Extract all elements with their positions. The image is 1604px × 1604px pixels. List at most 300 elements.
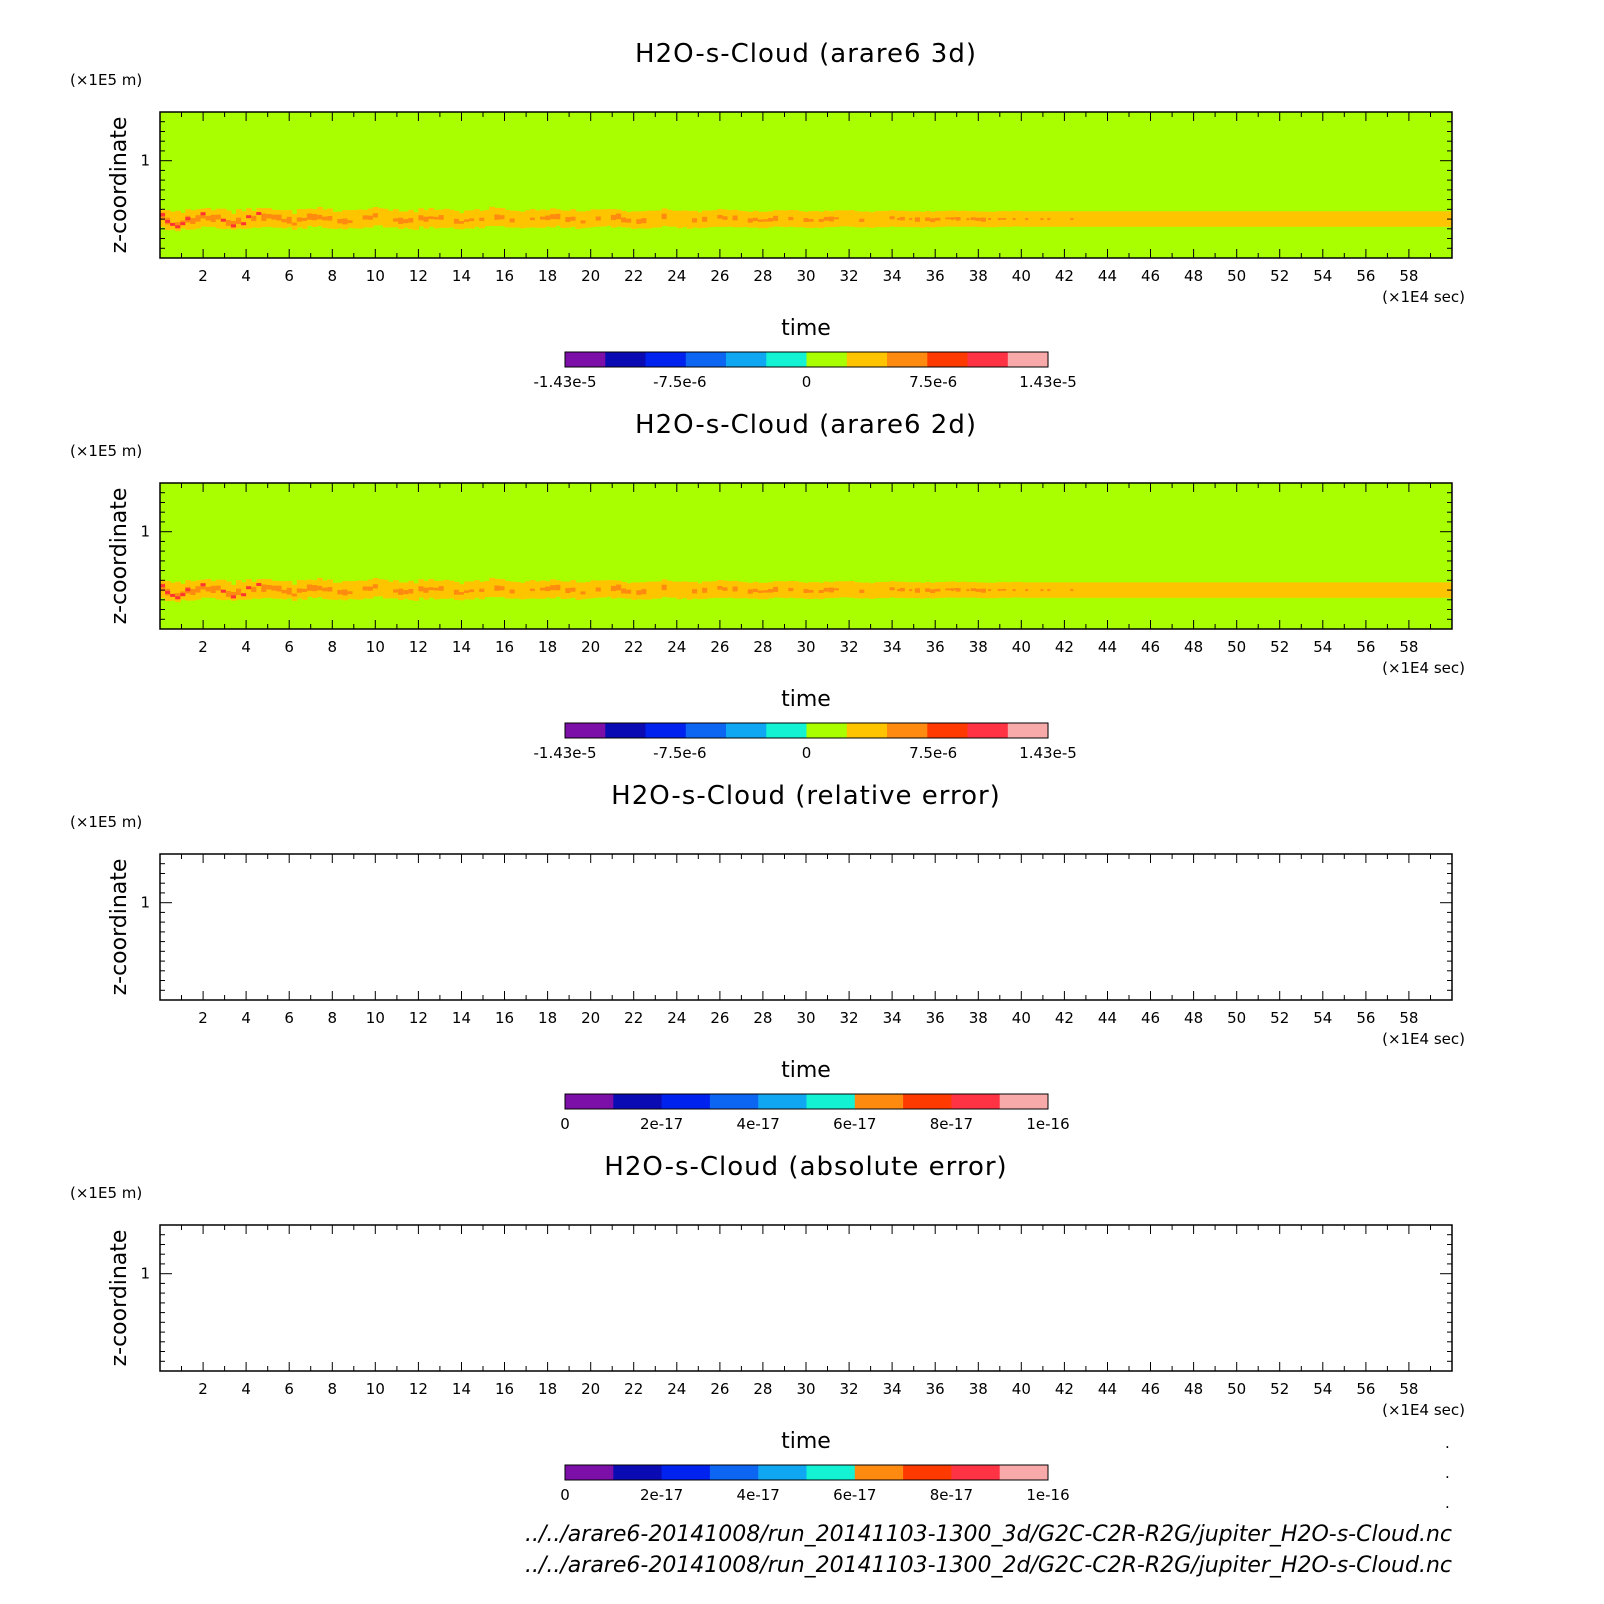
cloud-cell (844, 210, 850, 226)
x-tick-label: 40 (1011, 1380, 1031, 1398)
colorbar-swatch (686, 352, 727, 367)
colorbar-swatch (855, 1465, 904, 1480)
colorbar-tick-label: 0 (560, 1486, 570, 1504)
x-tick-label: 16 (494, 1009, 515, 1027)
colorbar-tick-label: 7.5e-6 (909, 373, 958, 391)
cloud-cell (909, 218, 912, 220)
cloud-cell (961, 582, 967, 598)
x-tick-label: 54 (1313, 1009, 1333, 1027)
cloud-cell (839, 210, 845, 226)
cloud-cell (1047, 589, 1050, 591)
cloud-cell (226, 582, 232, 600)
cloud-cell (515, 211, 521, 228)
cloud-cell (358, 581, 364, 600)
cloud-cell (849, 581, 855, 598)
colorbar-tick-label: -1.43e-5 (533, 373, 597, 391)
cloud-cell (667, 210, 673, 227)
x-tick-label: 50 (1227, 267, 1247, 285)
colorbar-tick-label: 4e-17 (736, 1115, 780, 1133)
x-tick-label: 38 (968, 267, 988, 285)
x-tick-label: 8 (327, 1380, 338, 1398)
colorbar-swatch (968, 352, 1009, 367)
cloud-cell (292, 585, 298, 601)
colorbar-tick-label: 4e-17 (736, 1486, 780, 1504)
cloud-cell (1040, 218, 1043, 220)
cloud-cell (682, 582, 688, 599)
x-tick-label: 42 (1054, 1009, 1074, 1027)
x-tick-label: 46 (1140, 1380, 1161, 1398)
cloud-cell (353, 210, 359, 228)
x-tick-label: 44 (1097, 267, 1118, 285)
chart-title: H2O-s-Cloud (relative error) (611, 781, 1001, 811)
x-tick-label: 38 (968, 1009, 988, 1027)
cloud-cell (1013, 218, 1016, 220)
x-tick-label: 58 (1399, 638, 1419, 656)
x-tick-label: 48 (1184, 1380, 1204, 1398)
x-tick-label: 40 (1011, 638, 1031, 656)
x-tick-label: 2 (198, 1380, 208, 1398)
colorbar-swatch (662, 1465, 711, 1480)
cloud-cell (383, 580, 389, 599)
colorbar-tick-label: -7.5e-6 (653, 373, 707, 391)
cloud-cell (998, 589, 1001, 591)
cloud-cell (525, 581, 531, 599)
plot-frame (160, 854, 1452, 1000)
x-tick-label: 32 (839, 1009, 859, 1027)
x-tick-label: 58 (1399, 1380, 1419, 1398)
cloud-cell (1025, 218, 1028, 220)
x-tick-label: 58 (1399, 267, 1419, 285)
plot-area (160, 854, 1452, 1000)
cloud-cell (474, 580, 480, 598)
colorbar-tick-label: 0 (801, 744, 812, 762)
y-tick-label: 1 (140, 522, 150, 541)
cloud-cell (383, 209, 389, 228)
colorbar-swatch (968, 723, 1009, 738)
x-tick-label: 24 (667, 638, 687, 656)
x-tick-label: 36 (925, 267, 945, 285)
x-tick-label: 18 (538, 1009, 558, 1027)
x-tick-label: 20 (581, 1009, 601, 1027)
cloud-cell (728, 210, 734, 227)
cloud-cell (591, 209, 597, 227)
colorbar-swatch (758, 1094, 807, 1109)
cloud-cell (793, 210, 799, 227)
x-tick-label: 26 (710, 267, 730, 285)
cloud-cell (940, 582, 946, 598)
cloud-cell (226, 211, 232, 229)
x-tick-label: 22 (624, 1380, 644, 1398)
colorbar-swatch (807, 1465, 856, 1480)
x-tick-label: 44 (1097, 1009, 1118, 1027)
cloud-cell (961, 211, 967, 227)
cloud-cell (988, 589, 991, 591)
plot-area (160, 1225, 1452, 1371)
x-tick-label: 8 (327, 638, 338, 656)
cloud-cell (631, 582, 637, 600)
x-tick-label: 32 (839, 638, 859, 656)
cloud-cell (170, 583, 176, 601)
cloud-cell (388, 211, 394, 228)
x-tick-label: 52 (1270, 638, 1290, 656)
colorbar-swatch (613, 1465, 662, 1480)
x-tick-label: 34 (882, 1380, 902, 1398)
y-axis-unit: (×1E5 m) (70, 71, 143, 89)
cloud-cell (712, 581, 718, 598)
x-tick-label: 30 (796, 638, 816, 656)
colorbar (560, 1094, 1069, 1133)
colorbar-swatch (847, 352, 888, 367)
cloud-cell (560, 582, 566, 600)
colorbar (534, 352, 1077, 391)
colorbar-tick-label: 6e-17 (833, 1115, 877, 1133)
cloud-cell (864, 583, 870, 599)
colorbar-swatch (646, 723, 687, 738)
x-tick-label: 10 (365, 1380, 385, 1398)
cloud-cell (728, 581, 734, 598)
x-tick-label: 56 (1356, 1009, 1376, 1027)
x-tick-label: 14 (451, 1009, 472, 1027)
y-axis-label: z-coordinate (107, 116, 132, 254)
x-axis-unit: (×1E4 sec) (1382, 1401, 1465, 1419)
cloud-cell (489, 207, 495, 226)
cloud-cell (897, 218, 900, 220)
colorbar-swatch (686, 723, 727, 738)
colorbar-swatch (710, 1094, 759, 1109)
x-tick-label: 50 (1227, 1009, 1247, 1027)
cloud-cell (778, 210, 784, 227)
x-tick-label: 50 (1227, 638, 1247, 656)
cloud-cell (1016, 582, 1022, 598)
cloud-cell (974, 218, 977, 220)
cloud-band-steady (1021, 582, 1452, 597)
cloud-cell (657, 211, 663, 228)
cloud-cell (1070, 589, 1073, 591)
colorbar-swatch (726, 352, 767, 367)
cloud-cell (444, 580, 450, 599)
x-tick-label: 8 (327, 267, 338, 285)
x-tick-label: 46 (1140, 267, 1161, 285)
cloud-cell (925, 218, 928, 220)
cloud-cell (241, 582, 247, 600)
x-axis-label: time (781, 1429, 831, 1454)
cloud-cell (520, 212, 526, 229)
footer-path-2d: ../../arare6-20141008/run_20141103-1300_2d/G2C-C2R-R2G/jupiter_H2O-s-Cloud.nc (525, 1553, 1452, 1578)
x-tick-label: 56 (1356, 267, 1376, 285)
plot-frame (160, 1225, 1452, 1371)
chart-panel (70, 781, 1465, 1133)
x-axis-label: time (781, 687, 831, 712)
y-axis-unit: (×1E5 m) (70, 813, 143, 831)
colorbar-tick-label: 0 (801, 373, 812, 391)
cloud-cell (535, 582, 541, 599)
cloud-cell (1006, 211, 1012, 227)
x-axis-unit: (×1E4 sec) (1382, 1030, 1465, 1048)
chart-title: H2O-s-Cloud (absolute error) (604, 1152, 1008, 1182)
colorbar (560, 1465, 1069, 1504)
x-tick-label: 50 (1227, 1380, 1247, 1398)
cloud-cell (646, 582, 652, 600)
cloud-cell (170, 212, 176, 230)
cloud-cell (505, 210, 511, 227)
x-tick-label: 20 (581, 267, 601, 285)
cloud-cell (388, 582, 394, 599)
cloud-cell (292, 214, 298, 230)
y-tick-label: 1 (140, 893, 150, 912)
colorbar-swatch (887, 723, 928, 738)
x-tick-label: 16 (494, 1380, 515, 1398)
x-tick-label: 26 (710, 1380, 730, 1398)
cloud-cell (885, 582, 891, 598)
colorbar-tick-label: 1e-16 (1026, 1115, 1070, 1133)
cloud-cell (256, 579, 262, 599)
cloud-cell (652, 211, 658, 228)
cloud-cell (998, 218, 1001, 220)
x-tick-label: 36 (925, 1380, 945, 1398)
cloud-cell (358, 210, 364, 229)
cloud-cell (505, 581, 511, 598)
y-axis-unit: (×1E5 m) (70, 442, 143, 460)
x-tick-label: 34 (882, 267, 902, 285)
x-tick-label: 54 (1313, 638, 1333, 656)
x-tick-label: 28 (753, 638, 773, 656)
cloud-cell (576, 211, 582, 229)
colorbar-swatch (1008, 352, 1049, 367)
cloud-cell (576, 582, 582, 600)
x-axis (182, 854, 1466, 1083)
colorbar-tick-label: 1.43e-5 (1019, 373, 1077, 391)
x-tick-label: 48 (1184, 1009, 1204, 1027)
cloud-cell (606, 209, 612, 226)
cloud-cell (798, 211, 804, 227)
colorbar-swatch (951, 1465, 1000, 1480)
x-axis-unit: (×1E4 sec) (1382, 659, 1465, 677)
x-tick-label: 2 (198, 267, 208, 285)
cloud-cell (783, 581, 789, 598)
x-tick-label: 38 (968, 1380, 988, 1398)
colorbar-swatch (646, 352, 687, 367)
cloud-cell (707, 211, 713, 228)
x-tick-label: 28 (753, 1009, 773, 1027)
x-tick-label: 48 (1184, 638, 1204, 656)
y-axis-label: z-coordinate (107, 1229, 132, 1367)
cloud-cell (393, 209, 399, 227)
cloud-cell (652, 582, 658, 599)
cloud-cell (535, 211, 541, 228)
cloud-cell (586, 211, 592, 228)
colorbar-swatch (605, 352, 646, 367)
colorbar-swatch (565, 352, 606, 367)
x-tick-label: 58 (1399, 1009, 1419, 1027)
x-tick-label: 22 (624, 638, 644, 656)
cloud-cell (966, 589, 969, 591)
x-tick-label: 14 (451, 638, 472, 656)
y-axis-unit: (×1E5 m) (70, 1184, 143, 1202)
x-tick-label: 36 (925, 1009, 945, 1027)
cloud-cell (839, 581, 845, 597)
cloud-cell (1016, 211, 1022, 227)
cloud-cell (413, 212, 419, 230)
x-tick-label: 56 (1356, 1380, 1376, 1398)
cloud-cell (378, 208, 384, 225)
x-tick-label: 26 (710, 638, 730, 656)
cloud-cell (925, 589, 928, 591)
cloud-cell (646, 211, 652, 229)
cloud-cell (444, 209, 450, 228)
colorbar-swatch (662, 1094, 711, 1109)
footer-path-3d: ../../arare6-20141008/run_20141103-1300_3d/G2C-C2R-R2G/jupiter_H2O-s-Cloud.nc (525, 1522, 1452, 1547)
chart-title: H2O-s-Cloud (arare6 2d) (635, 410, 977, 440)
cloud-cell (246, 579, 252, 599)
x-tick-label: 24 (667, 1009, 687, 1027)
x-tick-label: 24 (667, 267, 687, 285)
cloud-cell (393, 580, 399, 598)
x-tick-label: 30 (796, 1009, 816, 1027)
cloud-cell (657, 582, 663, 599)
x-tick-label: 4 (241, 1009, 251, 1027)
cloud-cell (667, 581, 673, 598)
cloud-band-steady (1021, 211, 1452, 226)
cloud-cell (687, 582, 693, 600)
cloud-cell (793, 581, 799, 598)
cloud-cell (332, 583, 338, 600)
cloud-cell (778, 581, 784, 598)
x-tick-label: 40 (1011, 267, 1031, 285)
colorbar-tick-label: 7.5e-6 (909, 744, 958, 762)
x-tick-label: 2 (198, 638, 208, 656)
x-tick-label: 6 (284, 638, 294, 656)
x-tick-label: 20 (581, 1380, 601, 1398)
chart-panel (70, 410, 1465, 762)
plot-area (160, 483, 1452, 629)
x-tick-label: 10 (365, 267, 385, 285)
x-tick-label: 2 (198, 1009, 208, 1027)
x-tick-label: 54 (1313, 267, 1333, 285)
cloud-cell (738, 211, 744, 228)
x-tick-label: 18 (538, 638, 558, 656)
colorbar-swatch (613, 1094, 662, 1109)
colorbar-tick-label: 1.43e-5 (1019, 744, 1077, 762)
x-tick-label: 56 (1356, 638, 1376, 656)
x-axis-label: time (781, 316, 831, 341)
cloud-cell (854, 582, 860, 598)
cloud-cell (581, 212, 587, 229)
colorbar-swatch (903, 1094, 952, 1109)
x-tick-label: 12 (408, 638, 428, 656)
x-tick-label: 18 (538, 267, 558, 285)
x-tick-label: 36 (925, 638, 945, 656)
cloud-cell (920, 212, 926, 228)
cloud-cell (348, 581, 354, 599)
x-tick-label: 32 (839, 1380, 859, 1398)
cloud-cell (601, 580, 607, 597)
colorbar-swatch (807, 723, 848, 738)
x-tick-label: 46 (1140, 1009, 1161, 1027)
colorbar-swatch (855, 1094, 904, 1109)
cloud-cell (991, 583, 997, 599)
cloud-cell (1006, 582, 1012, 598)
cloud-cell (814, 582, 820, 599)
colorbar-tick-label: -1.43e-5 (533, 744, 597, 762)
cloud-cell (897, 589, 900, 591)
cloud-cell (920, 583, 926, 599)
x-tick-label: 30 (796, 267, 816, 285)
x-tick-label: 40 (1011, 1009, 1031, 1027)
colorbar-swatch (565, 1094, 614, 1109)
x-axis (182, 1225, 1466, 1454)
x-tick-label: 44 (1097, 638, 1118, 656)
cloud-cell (743, 582, 749, 598)
colorbar-swatch (766, 723, 807, 738)
x-tick-label: 34 (882, 1009, 902, 1027)
x-tick-label: 4 (241, 638, 251, 656)
cloud-cell (1047, 218, 1050, 220)
colorbar-swatch (710, 1465, 759, 1480)
colorbar-swatch (927, 352, 968, 367)
cloud-cell (677, 211, 683, 228)
colorbar (534, 723, 1077, 762)
cloud-cell (712, 210, 718, 227)
cloud-cell (682, 211, 688, 228)
cloud-cell (988, 218, 991, 220)
cloud-cell (783, 210, 789, 227)
colorbar-swatch (605, 723, 646, 738)
cloud-cell (874, 582, 880, 598)
cloud-cell (854, 211, 860, 227)
colorbar-tick-label: 2e-17 (639, 1486, 684, 1504)
cloud-cell (586, 582, 592, 599)
x-tick-label: 28 (753, 267, 773, 285)
colorbar-swatch (758, 1465, 807, 1480)
colorbar-swatch (807, 352, 848, 367)
cloud-cell (909, 589, 912, 591)
colorbar-swatch (1000, 1465, 1049, 1480)
x-tick-label: 8 (327, 1009, 338, 1027)
cloud-cell (864, 212, 870, 228)
cloud-cell (474, 209, 480, 227)
cloud-cell (1040, 589, 1043, 591)
cloud-cell (798, 582, 804, 598)
colorbar-swatch (726, 723, 767, 738)
colorbar-tick-label: 1e-16 (1026, 1486, 1070, 1504)
x-tick-label: 38 (968, 638, 988, 656)
x-tick-label: 44 (1097, 1380, 1118, 1398)
cloud-cell (353, 581, 359, 599)
colorbar-swatch (565, 723, 606, 738)
cloud-cell (697, 212, 703, 228)
cloud-cell (413, 583, 419, 601)
x-tick-label: 42 (1054, 638, 1074, 656)
cloud-cell (951, 589, 954, 591)
cloud-cell (880, 211, 886, 227)
cloud-cell (449, 581, 455, 599)
stray-dot: . (1445, 1434, 1450, 1452)
cloud-cell (743, 211, 749, 227)
plot-area (160, 112, 1452, 258)
cloud-cell (1013, 589, 1016, 591)
cloud-cell (489, 578, 495, 597)
x-tick-label: 14 (451, 267, 472, 285)
x-axis-unit: (×1E4 sec) (1382, 288, 1465, 306)
x-tick-label: 12 (408, 1380, 428, 1398)
x-tick-label: 12 (408, 267, 428, 285)
cloud-cell (520, 583, 526, 600)
cloud-cell (581, 583, 587, 600)
x-tick-label: 6 (284, 267, 294, 285)
cloud-cell (687, 211, 693, 229)
cloud-cell (707, 582, 713, 599)
x-tick-label: 16 (494, 267, 515, 285)
